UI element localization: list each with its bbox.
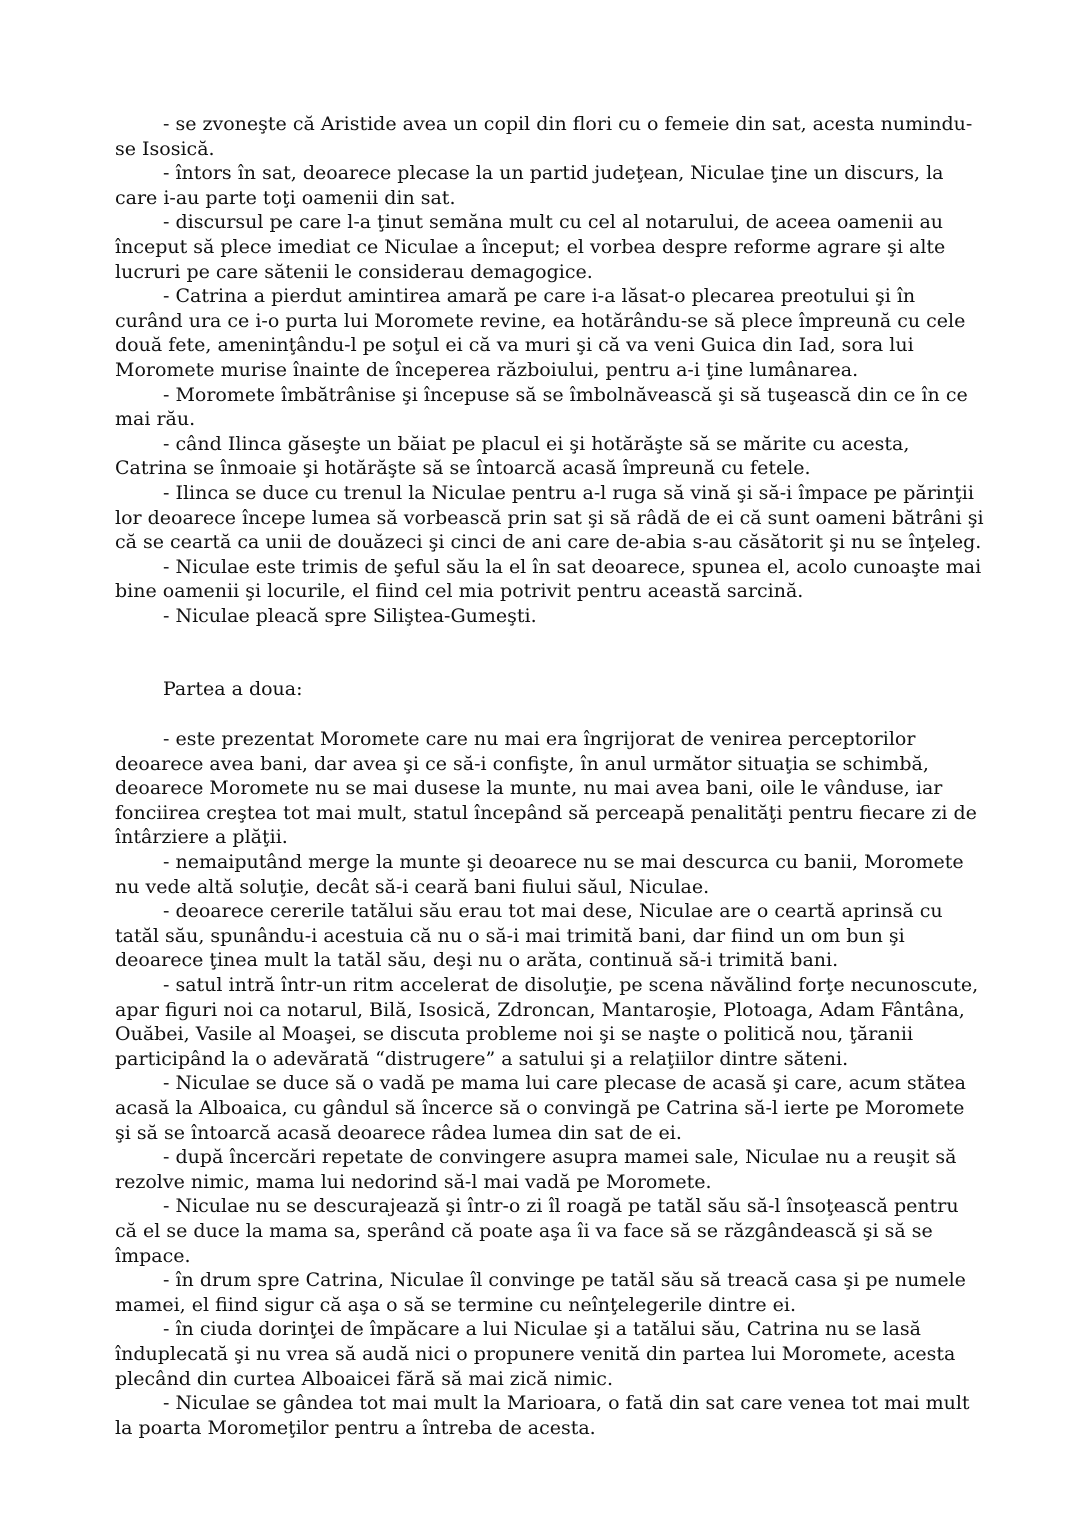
paragraph: - după încercări repetate de convingere asupra mamei sale, Niculae nu a reuşit să rezolve nimic, mama lui nedorind să-l mai vadă pe Moromete. xyxy=(115,1146,957,1193)
paragraph: - Niculae nu se descurajează şi într-o zi îl roagă pe tatăl său să-l însoţească pentru că el se duce la mama sa, sperând că poate aşa îi va face să se răzgândească şi să se împace. xyxy=(115,1195,959,1267)
spacer xyxy=(115,628,985,677)
paragraph: - în ciuda dorinţei de împăcare a lui Niculae şi a tatălui său, Catrina nu se lasă înduplecată şi nu vrea să audă nici o propunere venită din partea lui Moromete, acesta plecând din curtea Alboaicei fără să mai zică nimic. xyxy=(115,1318,956,1390)
paragraph: - satul intră într-un ritm accelerat de disoluţie, pe scena năvălind forţe necunoscute, apar figuri noi ca notarul, Bilă, Isosică, Zdroncan, Mantaroşie, Plotoaga, Adam Fântâna, Ouăbei, Vasile al Moaşei, se discuta probleme noi şi se naşte o politică nou, ţăranii participând la o adevărată “distrugere” a satului şi a relaţiilor dintre săteni. xyxy=(115,974,979,1070)
paragraph: - întors în sat, deoarece plecase la un partid judeţean, Niculae ţine un discurs, la care i-au parte toţi oamenii din sat. xyxy=(115,162,944,209)
paragraph: - Niculae se duce să o vadă pe mama lui care plecase de acasă şi care, acum stătea acasă la Alboaica, cu gândul să încerce să o convingă pe Catrina să-l ierte pe Moromete şi să se întoarcă acasă deoarece râdea lumea din sat de ei. xyxy=(115,1072,966,1144)
spacer xyxy=(115,702,985,727)
paragraph: - se zvoneşte că Aristide avea un copil din flori cu o femeie din sat, acesta numindu-se Isosică. xyxy=(115,113,973,160)
section-part-two xyxy=(115,727,985,1440)
paragraph: - nemaiputând merge la munte şi deoarece nu se mai descurca cu banii, Moromete nu vede altă soluţie, decât să-i ceară bani fiului săul, Niculae. xyxy=(115,851,964,898)
document-page xyxy=(115,112,985,1440)
paragraph: - Catrina a pierdut amintirea amară pe care i-a lăsat-o plecarea preotului şi în curând ura ce i-o purta lui Moromete revine, ea hotărându-se să plece împreună cu cele două fete, ameninţându-l pe soţul ei că va muri şi că va veni Guica din Iad, sora lui Moromete murise înainte de începerea războiului, pentru a-i ţine lumânarea. xyxy=(115,285,966,381)
paragraph: - discursul pe care l-a ţinut semăna mult cu cel al notarului, de aceea oamenii au început să plece imediat ce Niculae a început; el vorbea despre reforme agrare şi alte lucruri pe care sătenii le considerau demagogice. xyxy=(115,211,946,283)
paragraph: - în drum spre Catrina, Niculae îl convinge pe tatăl său să treacă casa şi pe numele mamei, el fiind sigur că aşa o să se termine cu neînţelegerile dintre ei. xyxy=(115,1269,966,1316)
paragraph: - Ilinca se duce cu trenul la Niculae pentru a-l ruga să vină şi să-i împace pe părinţii lor deoarece începe lumea să vorbească prin sat şi să râdă de ei că sunt oameni bătrâni şi că se ceartă ca unii de douăzeci şi cinci de ani care de-abia s-au căsătorit şi nu se înţeleg. xyxy=(115,481,984,554)
section-part-one xyxy=(115,112,985,628)
paragraph: - când Ilinca găseşte un băiat pe placul ei şi hotărăşte să se mărite cu acesta, Catrina se înmoaie şi hotărăşte să se întoarcă acasă împreună cu fetele. xyxy=(115,432,910,480)
paragraph: - Niculae se gândea tot mai mult la Marioara, o fată din sat care venea tot mai mult la poarta Moromeţilor pentru a întreba de acesta. xyxy=(115,1392,970,1439)
paragraph: - deoarece cererile tatălui său erau tot mai dese, Niculae are o ceartă aprinsă cu tatăl său, spunându-i acestuia că nu o să-i mai trimită bani, dar fiind un om bun şi deoarece ţinea mult la tatăl său, deşi nu o arăta, continuă să-i trimită bani. xyxy=(115,900,943,972)
section-heading: Partea a doua: xyxy=(163,678,303,701)
paragraph: - Moromete îmbătrânise şi începuse să se îmbolnăvească şi să tuşească din ce în ce mai rău. xyxy=(115,383,968,431)
paragraph: - Niculae este trimis de şeful său la el în sat deoarece, spunea el, acolo cunoaşte mai bine oamenii şi locurile, el fiind cel mia potrivit pentru această sarcină. xyxy=(115,555,982,603)
paragraph: - Niculae pleacă spre Siliştea-Gumeşti. xyxy=(163,604,537,627)
paragraph: - este prezentat Moromete care nu mai era îngrijorat de venirea perceptorilor deoarece avea bani, dar avea şi ce să-i confişte, în anul următor situaţia se schimbă, deoarece Moromete nu se mai dusese la munte, nu mai avea bani, oile le vânduse, iar fonciirea creştea tot mai mult, statul începând să perceapă penalităţi pentru fiecare zi de întârziere a plăţii. xyxy=(115,728,977,849)
